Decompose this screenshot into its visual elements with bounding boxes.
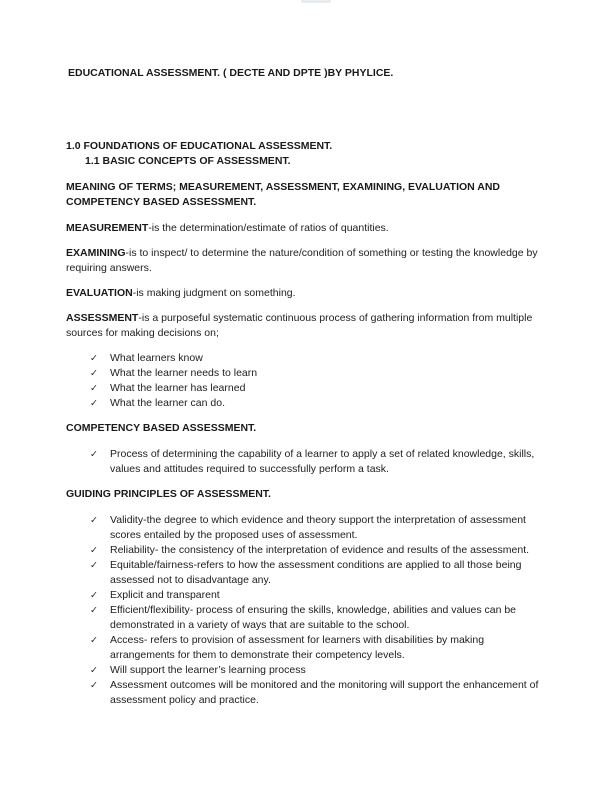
competency-heading: COMPETENCY BASED ASSESSMENT. — [66, 422, 257, 434]
list-item-text: Validity-the degree to which evidence and theory support the interpretation of assessment scores entailed by the proposed uses of assessment. — [110, 514, 526, 541]
list-item-text: What the learner can do. — [110, 397, 225, 409]
guiding-principles-heading: GUIDING PRINCIPLES OF ASSESSMENT. — [66, 488, 271, 500]
checkmark-icon: ✓ — [90, 398, 98, 409]
list-item — [66, 543, 550, 558]
checkmark-icon: ✓ — [90, 605, 98, 616]
list-item — [66, 351, 550, 366]
list-item-text: What learners know — [110, 352, 203, 364]
list-item-text: Equitable/fairness-refers to how the assessment conditions are applied to all those being assessed not to disadvantage any. — [110, 559, 522, 586]
list-item — [66, 396, 550, 411]
checkmark-icon: ✓ — [90, 590, 98, 601]
list-item — [66, 381, 550, 396]
list-item-text: Reliability- the consistency of the interpretation of evidence and results of the assessment. — [110, 544, 530, 556]
list-item — [66, 447, 550, 477]
meaning-of-terms-heading: MEANING OF TERMS; MEASUREMENT, ASSESSMENT, EXAMINING, EVALUATION AND COMPETENCY BASED ASSESSMENT. — [66, 181, 501, 208]
list-item — [66, 633, 550, 663]
subsection-heading: 1.1 BASIC CONCEPTS OF ASSESSMENT. — [85, 155, 291, 167]
guiding-principles-list — [66, 513, 550, 708]
definition-evaluation-text: -is making judgment on something. — [132, 287, 296, 299]
definition-measurement-text: -is the determination/estimate of ratios of quantities. — [148, 222, 389, 234]
list-item — [66, 678, 550, 708]
term-evaluation: EVALUATION — [66, 287, 133, 299]
assessment-decisions-list — [66, 351, 550, 411]
definition-assessment-text: -is a purposeful systematic continuous process of gathering information from multiple sources for making decisions on; — [66, 312, 533, 339]
term-measurement: MEASUREMENT — [66, 222, 149, 234]
checkmark-icon: ✓ — [90, 680, 98, 691]
list-item — [66, 366, 550, 381]
section-heading: 1.0 FOUNDATIONS OF EDUCATIONAL ASSESSMENT. — [66, 140, 333, 152]
top-edge-artifact — [301, 0, 331, 3]
term-assessment: ASSESSMENT — [66, 312, 139, 324]
list-item-text: What the learner has learned — [110, 382, 246, 394]
checkmark-icon: ✓ — [90, 665, 98, 676]
list-item — [66, 558, 550, 588]
list-item — [66, 588, 550, 603]
definition-evaluation — [66, 286, 550, 301]
list-item-text: Will support the learner’s learning process — [110, 664, 306, 676]
list-item-text: Process of determining the capability of a learner to apply a set of related knowledge, skills, values and attitudes required to successfully perform a task. — [110, 448, 535, 475]
list-item — [66, 663, 550, 678]
list-item — [66, 603, 550, 633]
checkmark-icon: ✓ — [90, 515, 98, 526]
document-title: EDUCATIONAL ASSESSMENT. ( DECTE AND DPTE )BY PHYLICE. — [68, 67, 394, 79]
term-examining: EXAMINING — [66, 247, 126, 259]
list-item-text: Assessment outcomes will be monitored and the monitoring will support the enhancement of assessment policy and practice. — [110, 679, 539, 706]
list-item-text: Explicit and transparent — [110, 589, 220, 601]
competency-list — [66, 447, 550, 477]
checkmark-icon: ✓ — [90, 353, 98, 364]
definition-measurement — [66, 221, 550, 236]
checkmark-icon: ✓ — [90, 449, 98, 460]
checkmark-icon: ✓ — [90, 383, 98, 394]
document-content — [66, 66, 550, 718]
checkmark-icon: ✓ — [90, 545, 98, 556]
definition-examining — [66, 246, 550, 276]
list-item-text: Access- refers to provision of assessment for learners with disabilities by making arrangements for them to demonstrate their competency levels. — [110, 634, 485, 661]
checkmark-icon: ✓ — [90, 635, 98, 646]
checkmark-icon: ✓ — [90, 560, 98, 571]
definition-assessment — [66, 311, 550, 341]
definition-examining-text: -is to inspect/ to determine the nature/condition of something or testing the knowledge by requiring answers. — [66, 247, 538, 274]
list-item — [66, 513, 550, 543]
list-item-text: What the learner needs to learn — [110, 367, 258, 379]
checkmark-icon: ✓ — [90, 368, 98, 379]
list-item-text: Efficient/flexibility- process of ensuring the skills, knowledge, abilities and values can be demonstrated in a variety of ways that are suitable to the school. — [110, 604, 517, 631]
